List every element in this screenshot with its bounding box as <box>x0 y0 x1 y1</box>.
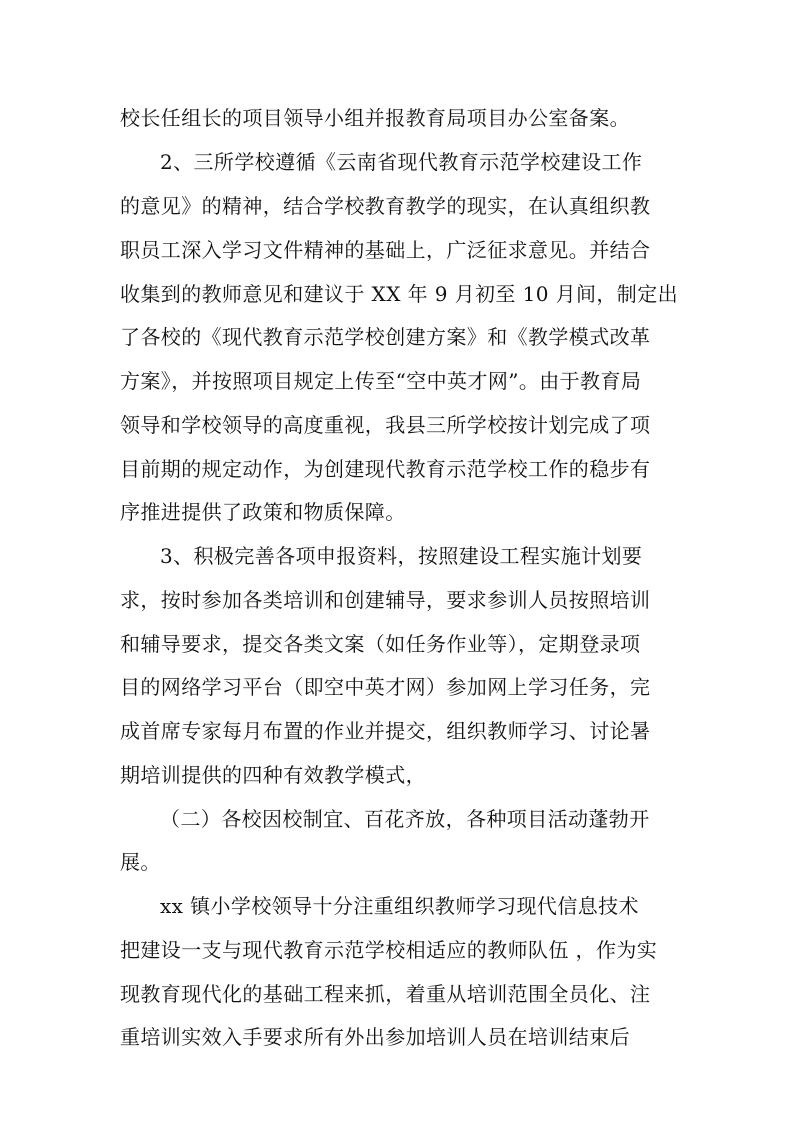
paragraph-line: 重培训实效入手要求所有外出参加培训人员在培训结束后 <box>120 1025 630 1049</box>
paragraph-line: 求，按时参加各类培训和创建辅导，要求参训人员按照培训 <box>120 588 651 612</box>
paragraph-line: 把建设一支与现代教育示范学校相适应的教师队伍 ，作为实 <box>120 938 658 962</box>
paragraph-line: 现教育现代化的基础工程来抓，着重从培训范围全员化、注 <box>120 982 651 1006</box>
paragraph-line: xx 镇小学校领导十分注重组织教师学习现代信息技术 <box>160 894 639 918</box>
paragraph-line: 校长任组长的项目领导小组并报教育局项目办公室备案。 <box>120 106 630 130</box>
section-heading-continuation: 展。 <box>120 850 161 874</box>
paragraph-line: 目前期的规定动作，为创建现代教育示范学校工作的稳步有 <box>120 457 651 481</box>
paragraph-line: 职员工深入学习文件精神的基础上，广泛征求意见。并结合 <box>120 238 651 262</box>
paragraph-line: 领导和学校领导的高度重视，我县三所学校按计划完成了项 <box>120 413 651 437</box>
paragraph-line: 收集到的教师意见和建议于 XX 年 9 月初至 10 月间，制定出 <box>120 282 678 306</box>
section-heading: （二）各校因校制宜、百花齐放，各种项目活动蓬勃开 <box>160 807 650 831</box>
paragraph-line: 和辅导要求，提交各类文案（如任务作业等），定期登录项 <box>120 632 641 656</box>
paragraph-line: 的意见》的精神，结合学校教育教学的现实，在认真组织教 <box>120 194 651 218</box>
paragraph-line: 3、积极完善各项申报资料，按照建设工程实施计划要 <box>160 544 643 568</box>
paragraph-line: 方案》，并按照项目规定上传至“空中英才网”。由于教育局 <box>120 369 642 393</box>
paragraph-line: 目的网络学习平台（即空中英才网）参加网上学习任务，完 <box>120 675 651 699</box>
paragraph-line: 2、三所学校遵循《云南省现代教育示范学校建设工作 <box>160 150 643 174</box>
paragraph-line: 成首席专家每月布置的作业并提交，组织教师学习、讨论暑 <box>120 719 651 743</box>
paragraph-line: 期培训提供的四种有效教学模式， <box>120 763 426 787</box>
paragraph-line: 序推进提供了政策和物质保障。 <box>120 500 406 524</box>
paragraph-line: 了各校的《现代教育示范学校创建方案》和《教学模式改革 <box>120 325 651 349</box>
